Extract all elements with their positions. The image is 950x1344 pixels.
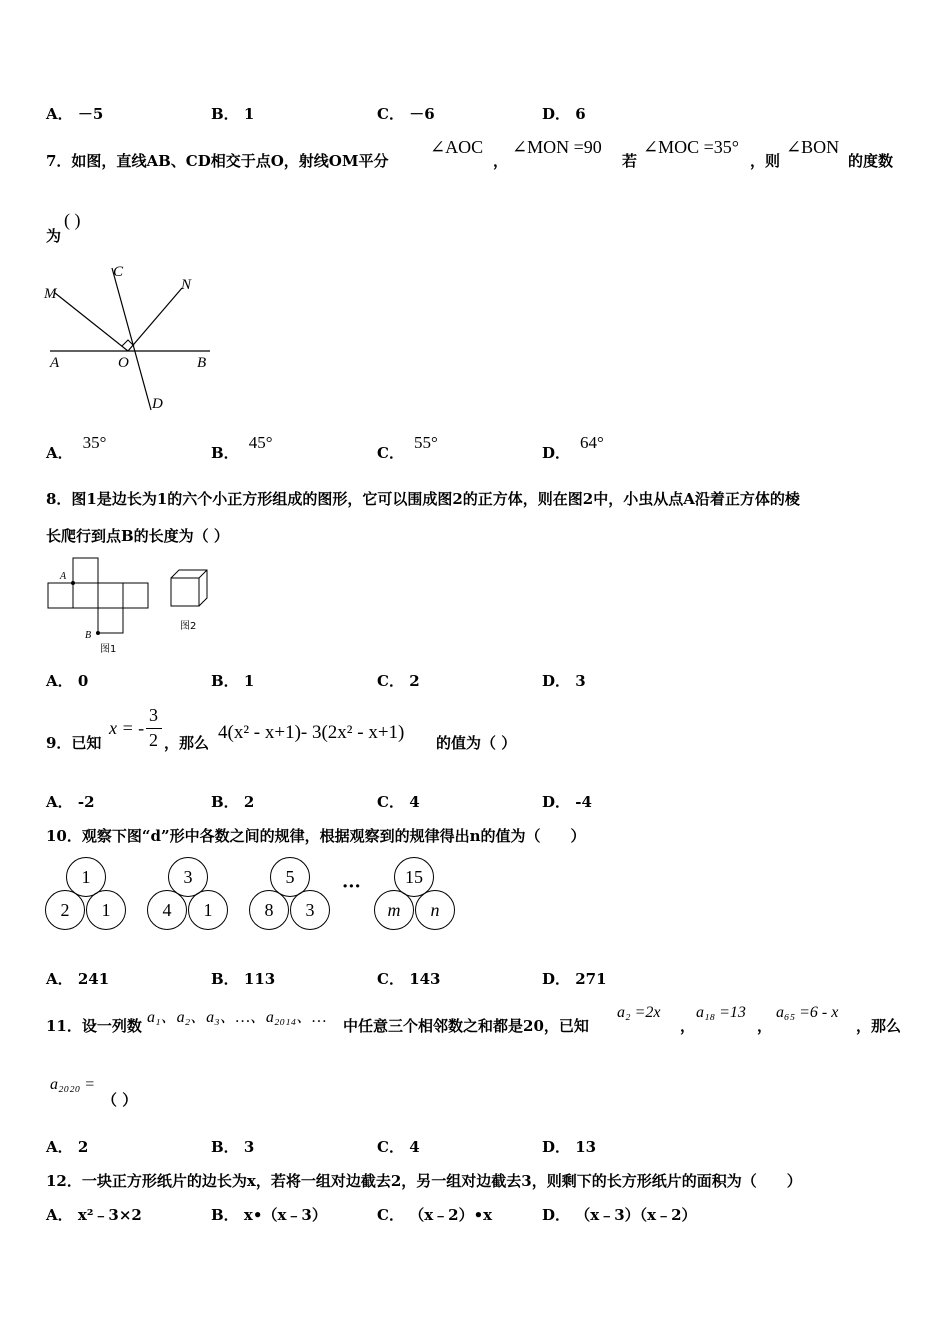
caption-fig1: 图1 <box>100 644 117 655</box>
net-label-b: B <box>85 630 92 641</box>
label-d: D <box>152 396 163 412</box>
ray-on <box>128 288 182 351</box>
q7-text-1: 7．如图，直线AB、CD相交于点O，射线OM平分 <box>46 152 389 170</box>
point-a <box>71 581 75 585</box>
q11-sep-2: ， <box>757 1017 773 1035</box>
line-cd <box>112 268 151 410</box>
q8-option-c[interactable]: C． 2 <box>377 672 420 690</box>
circle-left: 2 <box>45 890 85 930</box>
ray-om <box>55 293 128 351</box>
q10-option-a[interactable]: A． 241 <box>46 970 110 988</box>
q7-option-b[interactable]: B．45° <box>211 433 273 462</box>
q11-option-b[interactable]: B． 3 <box>211 1138 255 1156</box>
circle-top: 3 <box>168 857 208 897</box>
q7-text-5: 为 <box>46 227 62 245</box>
q12-option-c[interactable]: C． （x﹣2）•x <box>377 1206 493 1224</box>
q11-cond-2: a₁₈ =13 <box>696 1004 746 1021</box>
q10-text: 10．观察下图“d”形中各数之间的规律，根据观察到的规律得出n的值为（ ） <box>46 827 586 845</box>
q7-math-moc: ∠MOC =35° <box>643 137 739 157</box>
q11-sep-1: ， <box>680 1017 696 1035</box>
circle-right: 1 <box>188 890 228 930</box>
q9-text-3: 的值为（ ） <box>436 734 517 752</box>
q9-option-b[interactable]: B． 2 <box>211 793 255 811</box>
q7-text-4: 的度数 <box>848 152 894 170</box>
q6-option-a[interactable]: A． －5 <box>46 105 104 123</box>
q11-text-2: 中任意三个相邻数之和都是20，已知 <box>343 1017 589 1035</box>
q9-frac-den: 2 <box>149 730 158 750</box>
q7-option-a[interactable]: A．35° <box>46 433 107 462</box>
q9-expression: 4(x² - x+1)- 3(2x² - x+1) <box>218 722 405 743</box>
q12-text: 12．一块正方形纸片的边长为x，若将一组对边截去2，另一组对边截去3，则剩下的长方形纸片的面积为（ ） <box>46 1172 802 1190</box>
q12-option-a[interactable]: A． x²﹣3×2 <box>46 1206 142 1224</box>
circle-top: 5 <box>270 857 310 897</box>
q7-text-2: 若 <box>622 152 638 170</box>
circle-top: 1 <box>66 857 106 897</box>
q11-option-d[interactable]: D． 13 <box>542 1138 597 1156</box>
q10-option-b[interactable]: B． 113 <box>211 970 276 988</box>
label-n: N <box>181 277 192 293</box>
q6-option-c[interactable]: C． －6 <box>377 105 435 123</box>
q9-text-2: ，那么 <box>164 734 210 752</box>
label-b: B <box>197 355 207 371</box>
q7-math-mon: ∠MON =90 <box>512 137 602 157</box>
q9-option-d[interactable]: D． -4 <box>542 793 592 811</box>
q10-ellipsis: ··· <box>342 876 361 897</box>
q6-option-d[interactable]: D． 6 <box>542 105 586 123</box>
q8-figure <box>40 555 240 660</box>
circle-left: 8 <box>249 890 289 930</box>
q8-line-2: 长爬行到点B的长度为（ ） <box>46 527 229 545</box>
q10-option-d[interactable]: D． 271 <box>542 970 607 988</box>
q11-option-a[interactable]: A． 2 <box>46 1138 89 1156</box>
label-m: M <box>44 286 57 302</box>
q8-option-d[interactable]: D． 3 <box>542 672 586 690</box>
q11-sequence: a₁、a₂、a₃、…、a₂₀₁₄、… <box>147 1009 327 1026</box>
circle-right: 3 <box>290 890 330 930</box>
q11-text-3: ，那么 <box>856 1017 902 1035</box>
q7-comma: ， <box>493 152 509 170</box>
q7-paren: ( ) <box>64 210 81 230</box>
q8-line-1: 8．图1是边长为1的六个小正方形组成的图形，它可以围成图2的正方体，则在图2中，小虫从点A沿着正方体的棱 <box>46 490 800 508</box>
q9-text-1: 9．已知 <box>46 734 102 752</box>
q9-frac-num: 3 <box>149 705 158 725</box>
q9-frac-bar <box>146 728 162 729</box>
q8-option-a[interactable]: A． 0 <box>46 672 89 690</box>
label-o: O <box>118 355 129 371</box>
q11-cond-1: a₂ =2x <box>617 1004 661 1021</box>
q11-cond-3: a₆₅ =6 - x <box>776 1004 839 1021</box>
q12-option-d[interactable]: D． （x﹣3）（x﹣2） <box>542 1206 697 1224</box>
q7-option-d[interactable]: D．64° <box>542 433 604 462</box>
q8-option-b[interactable]: B． 1 <box>211 672 255 690</box>
q12-option-b[interactable]: B． x•（x﹣3） <box>211 1206 327 1224</box>
circle-top: 15 <box>394 857 434 897</box>
q7-math-aoc: ∠AOC <box>430 137 484 157</box>
circle-left: 4 <box>147 890 187 930</box>
caption-fig2: 图2 <box>180 621 197 632</box>
q11-ask: a₂₀₂₀ = <box>50 1076 96 1093</box>
net-label-a: A <box>60 571 67 582</box>
q11-option-c[interactable]: C． 4 <box>377 1138 420 1156</box>
q7-math-bon: ∠BON <box>786 137 840 157</box>
label-a: A <box>50 355 60 371</box>
q11-text-1: 11．设一列数 <box>46 1017 142 1035</box>
q6-option-b[interactable]: B． 1 <box>211 105 255 123</box>
q9-option-a[interactable]: A． -2 <box>46 793 95 811</box>
q9-option-c[interactable]: C． 4 <box>377 793 420 811</box>
circle-left: m <box>374 890 414 930</box>
circle-right: 1 <box>86 890 126 930</box>
circle-right: n <box>415 890 455 930</box>
q10-option-c[interactable]: C． 143 <box>377 970 441 988</box>
q9-x-eq: x = - <box>109 718 145 738</box>
q11-paren: （ ） <box>102 1091 138 1109</box>
q7-text-3: ，则 <box>750 152 781 170</box>
q7-figure <box>40 258 230 418</box>
cube-net <box>48 558 148 633</box>
point-b <box>96 631 100 635</box>
label-c: C <box>113 264 124 280</box>
cube <box>171 570 207 606</box>
q7-option-c[interactable]: C．55° <box>377 433 438 462</box>
